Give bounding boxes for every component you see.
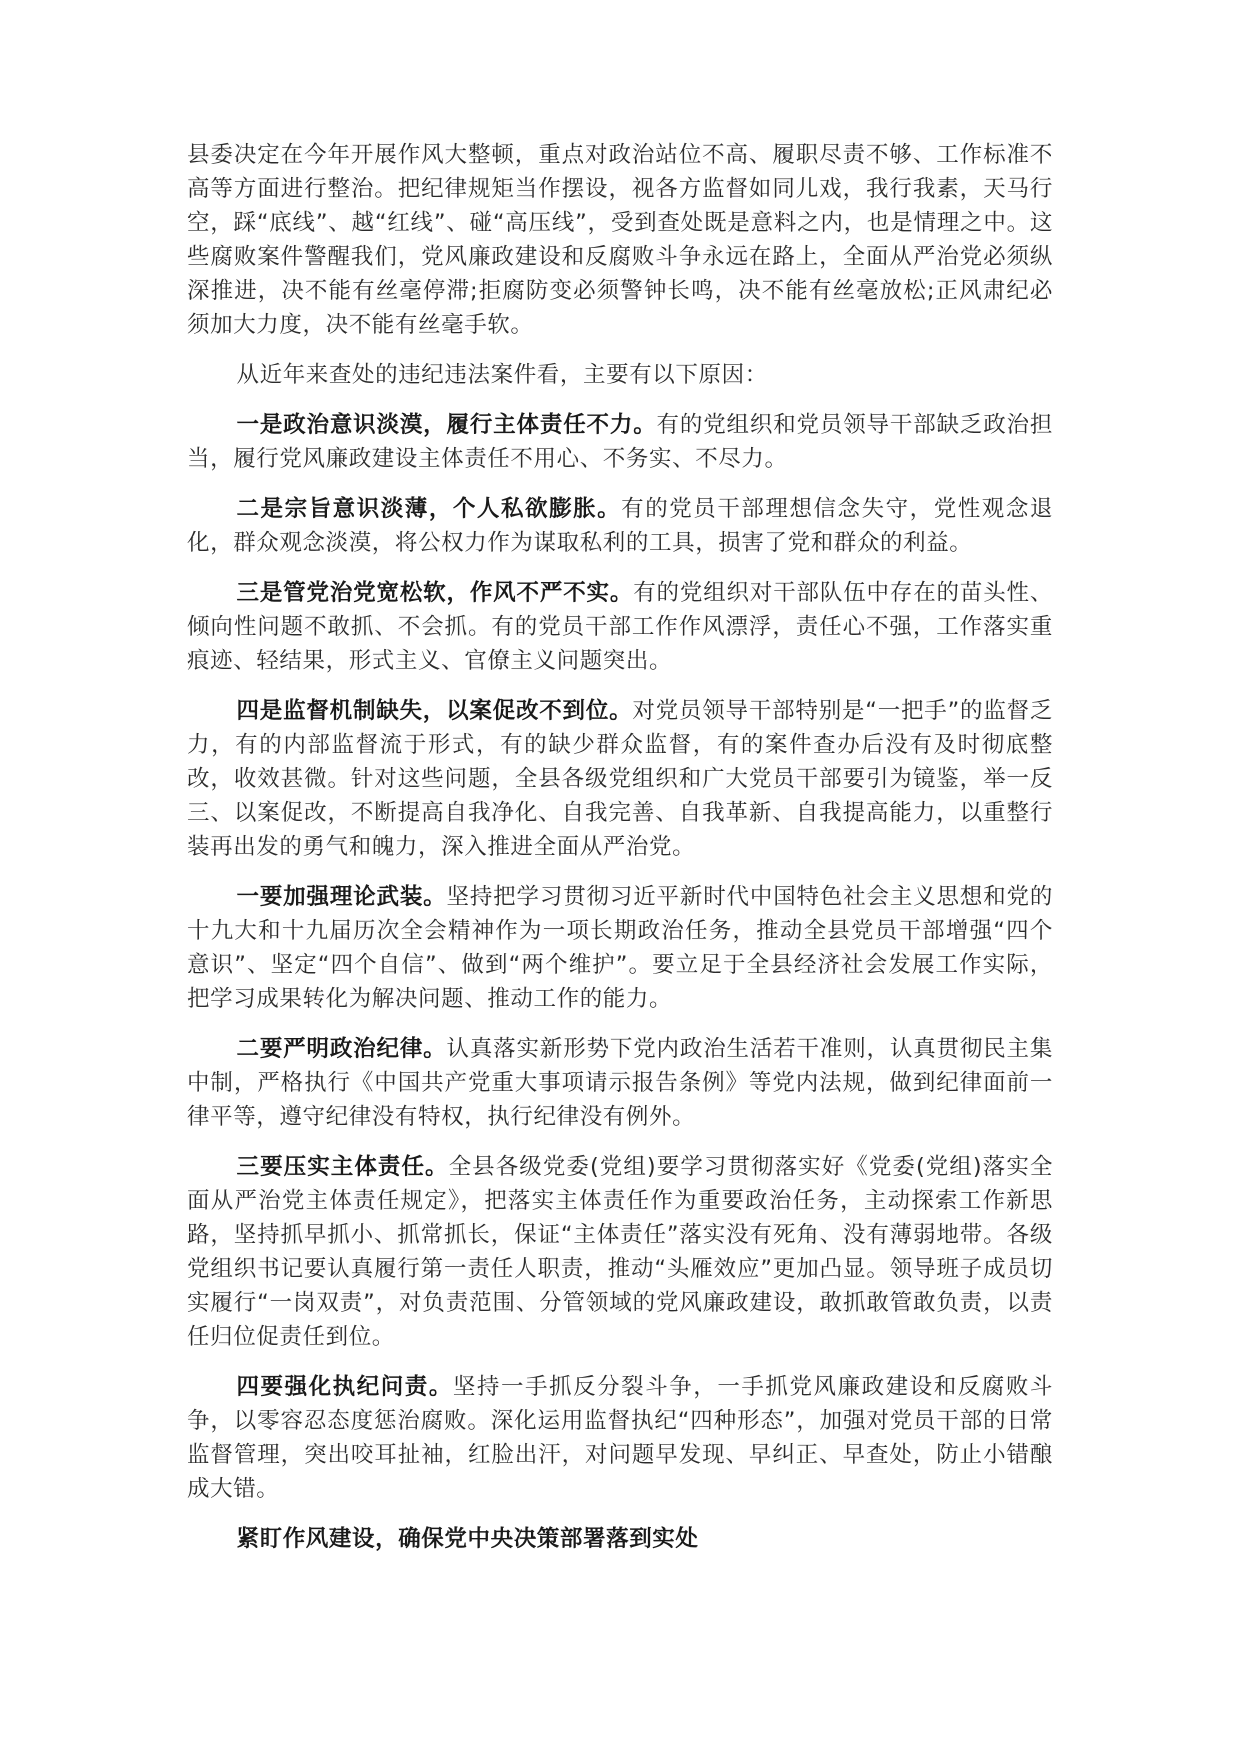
section-heading: 紧盯作风建设，确保党中央决策部署落到实处 — [236, 1526, 699, 1552]
paragraph-measure-1 — [187, 880, 1053, 1016]
paragraph-text: 有的党组织对干部队伍中存在的苗头性、倾向性问题不敢抓、不会抓。有的党员干部工作作风漂浮，责任心不强，工作落实重痕迹、轻结果，形式主义、官僚主义问题突出。 — [187, 580, 1053, 674]
paragraph-text: 认真落实新形势下党内政治生活若干准则，认真贯彻民主集中制，严格执行《中国共产党重大事项请示报告条例》等党内法规，做到纪律面前一律平等，遵守纪律没有特权，执行纪律没有例外。 — [187, 1036, 1053, 1130]
paragraph-text: 坚持把学习贯彻习近平新时代中国特色社会主义思想和党的十九大和十九届历次全会精神作为一项长期政治任务，推动全县党员干部增强“四个意识”、坚定“四个自信”、做到“两个维护”。要立足于全县经济社会发展工作实际，把学习成果转化为解决问题、推动工作的能力。 — [187, 884, 1053, 1012]
paragraph-text: 县委决定在今年开展作风大整顿，重点对政治站位不高、履职尽责不够、工作标准不高等方面进行整治。把纪律规矩当作摆设，视各方监督如同儿戏，我行我素，天马行空，踩“底线”、越“红线”、碰“高压线”，受到查处既是意料之内，也是情理之中。这些腐败案件警醒我们，党风廉政建设和反腐败斗争永远在路上，全面从严治党必须纵深推进，决不能有丝毫停滞;拒腐防变必须警钟长鸣，决不能有丝毫放松;正风肃纪必须加大力度，决不能有丝毫手软。 — [187, 142, 1053, 338]
paragraph-cause-1 — [187, 408, 1053, 476]
paragraph-lead: 四要强化执纪问责。 — [236, 1374, 453, 1400]
paragraph-lead: 四是监督机制缺失，以案促改不到位。 — [236, 698, 633, 724]
paragraph-text: 有的党员干部理想信念失守，党性观念退化，群众观念淡漠，将公权力作为谋取私利的工具，损害了党和群众的利益。 — [187, 496, 1053, 556]
paragraph-lead: 三是管党治党宽松软，作风不严不实。 — [236, 580, 634, 606]
paragraph-cause-3 — [187, 576, 1053, 678]
paragraph-cause-2 — [187, 492, 1053, 560]
paragraph-lead: 三要压实主体责任。 — [236, 1154, 449, 1180]
paragraph-measure-2 — [187, 1032, 1053, 1134]
paragraph-text: 坚持一手抓反分裂斗争，一手抓党风廉政建设和反腐败斗争，以零容忍态度惩治腐败。深化运用监督执纪“四种形态”，加强对党员干部的日常监督管理，突出咬耳扯袖，红脸出汗，对问题早发现、早纠正、早查处，防止小错酿成大错。 — [187, 1374, 1053, 1502]
paragraph-causes-intro — [187, 358, 1053, 392]
paragraph-measure-3 — [187, 1150, 1053, 1354]
paragraph-lead: 二是宗旨意识淡薄，个人私欲膨胀。 — [236, 496, 622, 522]
paragraph-cause-4 — [187, 694, 1053, 864]
paragraph-intro — [187, 138, 1053, 342]
paragraph-lead: 一是政治意识淡漠，履行主体责任不力。 — [236, 412, 657, 438]
paragraph-text: 对党员领导干部特别是“一把手”的监督乏力，有的内部监督流于形式，有的缺少群众监督，有的案件查办后没有及时彻底整改，收效甚微。针对这些问题，全县各级党组织和广大党员干部要引为镜鉴，举一反三、以案促改，不断提高自我净化、自我完善、自我革新、自我提高能力，以重整行装再出发的勇气和魄力，深入推进全面从严治党。 — [187, 698, 1054, 860]
paragraph-text: 全县各级党委(党组)要学习贯彻落实好《党委(党组)落实全面从严治党主体责任规定》，把落实主体责任作为重要政治任务，主动探索工作新思路，坚持抓早抓小、抓常抓长，保证“主体责任”落实没有死角、没有薄弱地带。各级党组织书记要认真履行第一责任人职责，推动“头雁效应”更加凸显。领导班子成员切实履行“一岗双责”，对负责范围、分管领域的党风廉政建设，敢抓敢管敢负责，以责任归位促责任到位。 — [187, 1154, 1053, 1350]
paragraph-text: 从近年来查处的违纪违法案件看，主要有以下原因： — [236, 362, 768, 388]
paragraph-lead: 二要严明政治纪律。 — [236, 1036, 447, 1062]
document-page — [187, 138, 1053, 1572]
paragraph-measure-4 — [187, 1370, 1053, 1506]
paragraph-text: 有的党组织和党员领导干部缺乏政治担当，履行党风廉政建设主体责任不用心、不务实、不尽力。 — [187, 412, 1053, 472]
paragraph-lead: 一要加强理论武装。 — [236, 884, 447, 910]
